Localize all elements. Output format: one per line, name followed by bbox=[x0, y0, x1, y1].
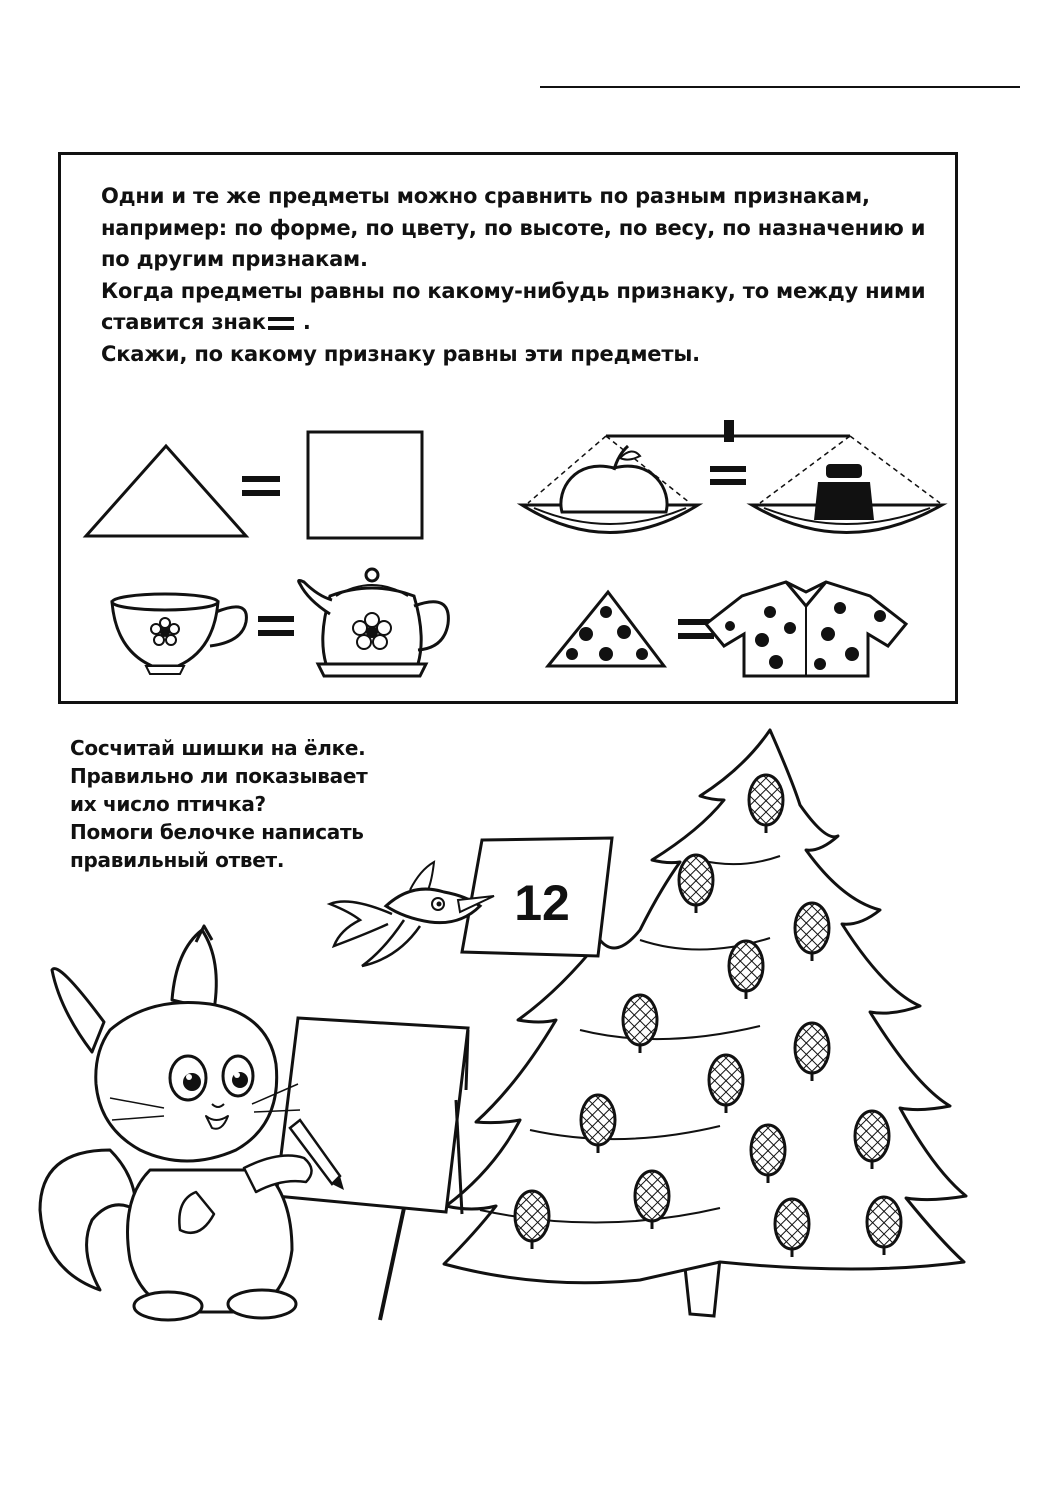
teapot-icon bbox=[299, 569, 449, 676]
squirrel-icon bbox=[40, 926, 312, 1320]
intro-paragraph-2-end: . bbox=[302, 310, 311, 334]
equals-sign-icon bbox=[710, 466, 746, 485]
task-line-1: Сосчитай шишки на ёлке. bbox=[70, 736, 366, 760]
intro-paragraph-1: Одни и те же предметы можно сравнить по разным признакам, например: по форме, по цвету, по высоте, по весу, по назначению и по другим признакам. bbox=[101, 184, 926, 271]
polka-dot-shirt-icon bbox=[706, 582, 906, 676]
polka-dot-triangle-icon bbox=[548, 592, 664, 666]
apple-on-scale-icon bbox=[561, 446, 667, 512]
task-line-3: их число птичка? bbox=[70, 792, 266, 816]
equals-sign-icon bbox=[258, 616, 294, 636]
intro-paragraph-2-text: Когда предметы равны по какому-нибудь признаку, то между ними ставится знак bbox=[101, 278, 926, 334]
card-number-text: 12 bbox=[514, 875, 570, 931]
task-line-2: Правильно ли показывает bbox=[70, 764, 368, 788]
intro-paragraph-3: Скажи, по какому признаку равны эти предметы. bbox=[101, 341, 700, 366]
teacup-icon bbox=[112, 594, 246, 674]
triangle-icon bbox=[86, 446, 246, 536]
weight-on-scale-icon bbox=[814, 464, 874, 520]
square-icon bbox=[308, 432, 422, 538]
task-line-4: Помоги белочке написать bbox=[70, 820, 364, 844]
task-line-5: правильный ответ. bbox=[70, 848, 285, 872]
count-cones-task bbox=[70, 734, 470, 874]
equals-sign-icon bbox=[242, 476, 280, 496]
